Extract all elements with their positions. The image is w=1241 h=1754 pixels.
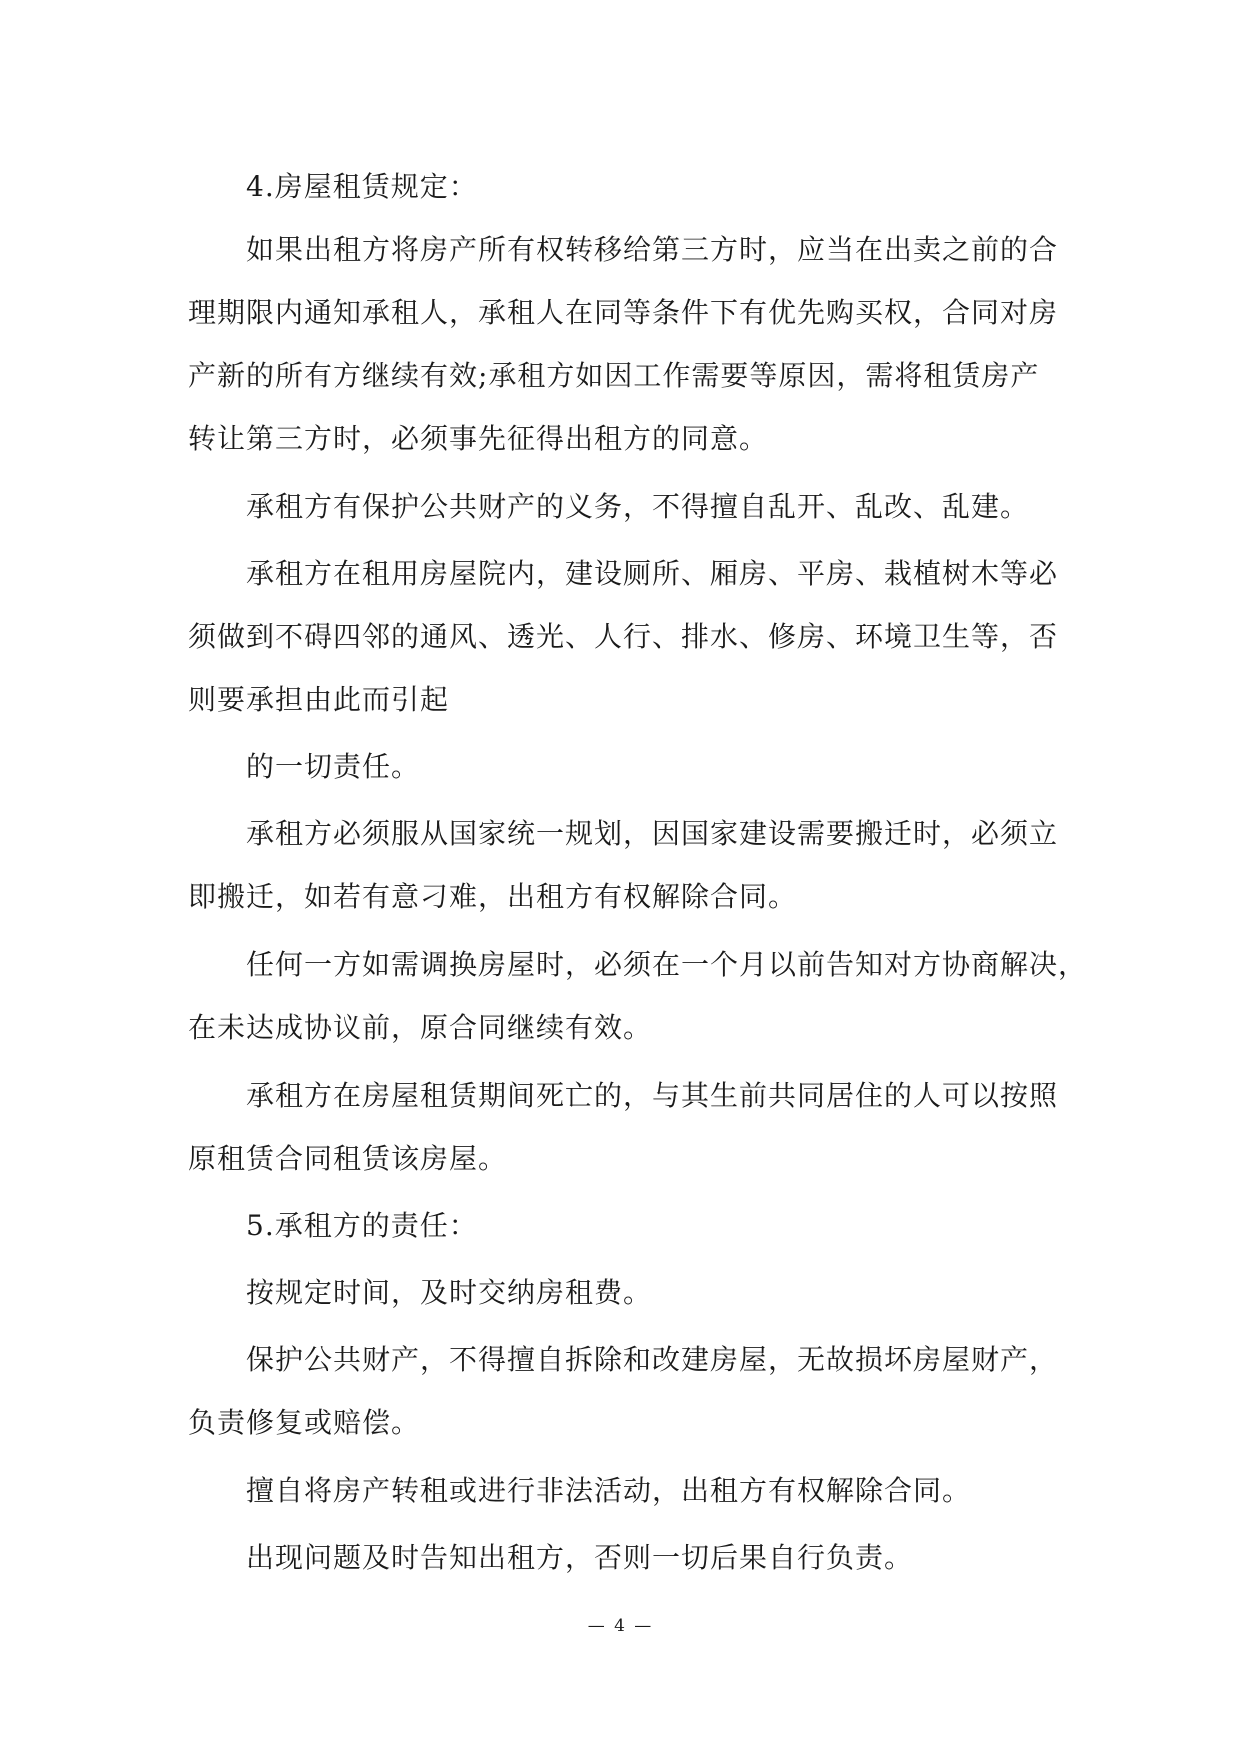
paragraph-line: 出现问题及时告知出租方，否则一切后果自行负责。	[246, 1541, 914, 1574]
section-heading-4: 4.房屋租赁规定：	[246, 170, 478, 203]
paragraph-line: 任何一方如需调换房屋时，必须在一个月以前告知对方协商解决，	[246, 948, 1088, 981]
paragraph-line: 承租方有保护公共财产的义务，不得擅自乱开、乱改、乱建。	[246, 490, 1030, 523]
paragraph-line: 原租赁合同租赁该房屋。	[188, 1142, 508, 1175]
paragraph-line: 即搬迁，如若有意刁难，出租方有权解除合同。	[188, 880, 798, 913]
paragraph-line: 在未达成协议前，原合同继续有效。	[188, 1011, 653, 1044]
page-number: — 4 —	[587, 1616, 654, 1636]
paragraph-line: 承租方在租用房屋院内，建设厕所、厢房、平房、栽植树木等必	[246, 557, 1059, 590]
paragraph-line: 承租方在房屋租赁期间死亡的，与其生前共同居住的人可以按照	[246, 1079, 1059, 1112]
paragraph-line: 理期限内通知承租人，承租人在同等条件下有优先购买权，合同对房	[188, 296, 1059, 329]
paragraph-line: 负责修复或赔偿。	[188, 1406, 421, 1439]
paragraph-line: 如果出租方将房产所有权转移给第三方时，应当在出卖之前的合	[246, 233, 1059, 266]
paragraph-line: 擅自将房产转租或进行非法活动，出租方有权解除合同。	[246, 1474, 972, 1507]
paragraph-line: 产新的所有方继续有效;承租方如因工作需要等原因，需将租赁房产	[188, 359, 1040, 392]
paragraph-line: 按规定时间，及时交纳房租费。	[246, 1276, 653, 1309]
paragraph-line: 则要承担由此而引起	[188, 683, 450, 716]
paragraph-line: 须做到不碍四邻的通风、透光、人行、排水、修房、环境卫生等，否	[188, 620, 1059, 653]
section-heading-5: 5.承租方的责任：	[246, 1209, 478, 1242]
paragraph-line: 保护公共财产，不得擅自拆除和改建房屋，无故损坏房屋财产，	[246, 1343, 1059, 1376]
paragraph-line: 承租方必须服从国家统一规划，因国家建设需要搬迁时，必须立	[246, 817, 1059, 850]
paragraph-line: 转让第三方时，必须事先征得出租方的同意。	[188, 422, 769, 455]
paragraph-line: 的一切责任。	[246, 750, 421, 783]
